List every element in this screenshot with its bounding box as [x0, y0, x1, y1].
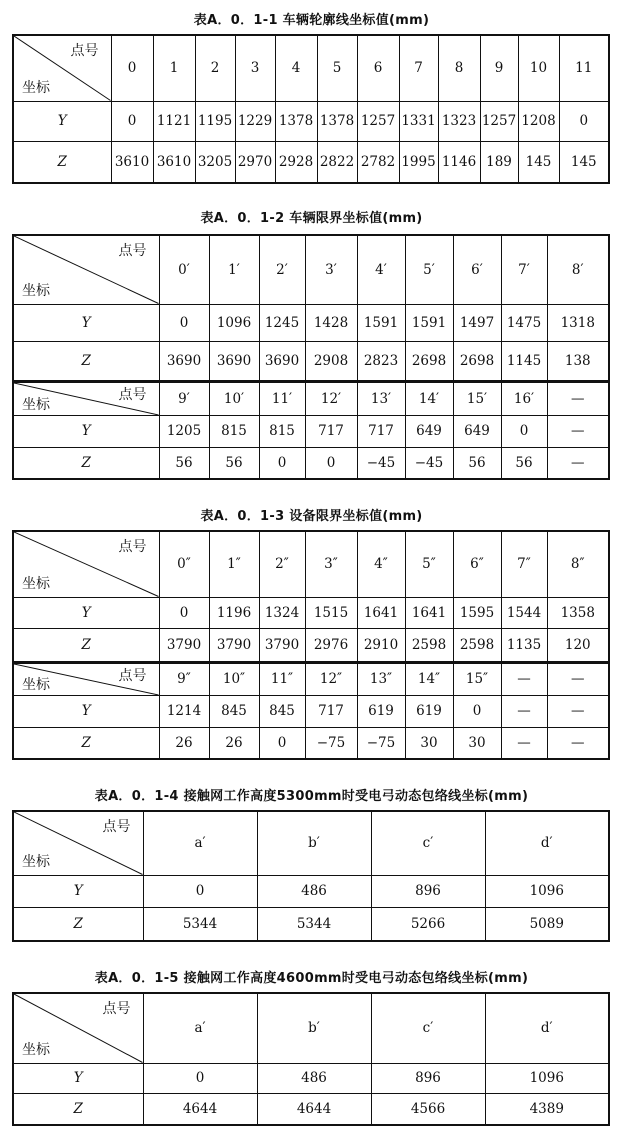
- table-cell: 1641: [357, 597, 405, 628]
- corner-point-label: 点号: [70, 43, 99, 59]
- point-header: 16′: [501, 381, 547, 415]
- table-cell: 619: [357, 695, 405, 727]
- table-cell: —: [547, 447, 609, 479]
- table-cell: 56: [209, 447, 259, 479]
- table-cell: 1515: [305, 597, 357, 628]
- z-axis-label: Z: [13, 141, 111, 183]
- table-cell: 189: [480, 141, 518, 183]
- point-header: 4″: [357, 531, 405, 597]
- table1-z-row: [13, 141, 609, 183]
- table-cell: 0: [159, 597, 209, 628]
- corner-point-label: 点号: [118, 243, 147, 259]
- table5-corner-cell: [13, 993, 143, 1063]
- table2-header-row: [13, 235, 609, 304]
- table5-z-row: [13, 1093, 609, 1125]
- table-cell: 0: [305, 447, 357, 479]
- point-header: b′: [257, 811, 371, 875]
- table-cell: 138: [547, 341, 609, 381]
- point-header: 3: [235, 35, 275, 101]
- y-axis-label: Y: [13, 304, 159, 341]
- table-cell: 1214: [159, 695, 209, 727]
- table2-y-row: [13, 304, 609, 341]
- table1-vehicle-profile: [12, 34, 610, 184]
- point-header: 6″: [453, 531, 501, 597]
- point-header: 14″: [405, 662, 453, 695]
- point-header: 8: [438, 35, 480, 101]
- table-cell: 815: [259, 415, 305, 447]
- table-cell: 1544: [501, 597, 547, 628]
- point-header: 13′: [357, 381, 405, 415]
- table-cell: 845: [209, 695, 259, 727]
- point-header: c′: [371, 811, 485, 875]
- table-cell: 1146: [438, 141, 480, 183]
- table-cell: 3690: [209, 341, 259, 381]
- point-header: 12″: [305, 662, 357, 695]
- table-cell: 649: [405, 415, 453, 447]
- table-cell: 649: [453, 415, 501, 447]
- table-cell: 2782: [357, 141, 399, 183]
- table3-equipment-gauge: [12, 530, 610, 760]
- table-cell: 1591: [405, 304, 453, 341]
- y-axis-label: Y: [13, 415, 159, 447]
- y-axis-label: Y: [13, 875, 143, 907]
- table5-pantograph-4600: [12, 992, 610, 1126]
- point-header: 13″: [357, 662, 405, 695]
- point-header: a′: [143, 993, 257, 1063]
- table-cell: 3690: [259, 341, 305, 381]
- table3-y-row-2: [13, 695, 609, 727]
- point-header: 5: [317, 35, 357, 101]
- table-cell: 619: [405, 695, 453, 727]
- table-cell: 1205: [159, 415, 209, 447]
- point-header: a′: [143, 811, 257, 875]
- table-cell: 26: [209, 727, 259, 759]
- corner-coord-label: 坐标: [22, 1041, 50, 1058]
- table2-corner-cell-2: [13, 381, 159, 415]
- table-cell: 3790: [159, 628, 209, 662]
- point-header: 2′: [259, 235, 305, 304]
- table4-z-row: [13, 907, 609, 941]
- point-header: 5′: [405, 235, 453, 304]
- table-cell: 0: [259, 447, 305, 479]
- table4-corner-cell: [13, 811, 143, 875]
- table-cell: —: [547, 415, 609, 447]
- table-cell: 120: [547, 628, 609, 662]
- table-cell: 0: [259, 727, 305, 759]
- point-header: 7′: [501, 235, 547, 304]
- table-cell: 1135: [501, 628, 547, 662]
- table4-header-row: [13, 811, 609, 875]
- corner-coord-label: 坐标: [22, 853, 50, 870]
- table-cell: 1121: [153, 101, 195, 141]
- table-cell: 2822: [317, 141, 357, 183]
- table-cell: 2698: [453, 341, 501, 381]
- table1-y-row: [13, 101, 609, 141]
- point-header: —: [547, 381, 609, 415]
- point-header: 4′: [357, 235, 405, 304]
- table-cell: −45: [357, 447, 405, 479]
- table-cell: 1497: [453, 304, 501, 341]
- table-cell: 0: [559, 101, 609, 141]
- point-header: 1′: [209, 235, 259, 304]
- table-cell: 815: [209, 415, 259, 447]
- table3-header-row: [13, 531, 609, 597]
- table-cell: 30: [405, 727, 453, 759]
- table-cell: 145: [518, 141, 559, 183]
- table2-corner-cell: [13, 235, 159, 304]
- point-header: 6′: [453, 235, 501, 304]
- point-header: 11″: [259, 662, 305, 695]
- point-header: 8′: [547, 235, 609, 304]
- point-header: 3′: [305, 235, 357, 304]
- point-header: 11′: [259, 381, 305, 415]
- point-header: 7: [399, 35, 438, 101]
- table-cell: 1096: [485, 1063, 609, 1093]
- point-header: 9″: [159, 662, 209, 695]
- table-cell: 1428: [305, 304, 357, 341]
- table-cell: 1378: [275, 101, 317, 141]
- z-axis-label: Z: [13, 1093, 143, 1125]
- table-cell: 896: [371, 1063, 485, 1093]
- table-cell: −75: [305, 727, 357, 759]
- point-header: 10′: [209, 381, 259, 415]
- point-header: 12′: [305, 381, 357, 415]
- z-axis-label: Z: [13, 907, 143, 941]
- point-header: 1″: [209, 531, 259, 597]
- table-cell: 1331: [399, 101, 438, 141]
- corner-point-label: 点号: [118, 539, 147, 555]
- table5-caption: 表A．0．1-5 接触网工作高度4600mm时受电弓动态包络线坐标(mm): [94, 971, 529, 986]
- table5-header-row: [13, 993, 609, 1063]
- table-cell: 2598: [405, 628, 453, 662]
- table1-corner-cell: [13, 35, 111, 101]
- table1-caption: 表A．0．1-1 车辆轮廓线坐标值(mm): [193, 13, 430, 28]
- table-cell: 1378: [317, 101, 357, 141]
- corner-coord-label: 坐标: [22, 79, 50, 96]
- table-cell: 2928: [275, 141, 317, 183]
- corner-coord-label: 坐标: [22, 282, 50, 299]
- table3-corner-cell: [13, 531, 159, 597]
- table-cell: 2598: [453, 628, 501, 662]
- table-cell: 717: [305, 415, 357, 447]
- corner-point-label: 点号: [102, 819, 131, 835]
- table-cell: 845: [259, 695, 305, 727]
- point-header: 5″: [405, 531, 453, 597]
- table-cell: —: [547, 695, 609, 727]
- table-cell: 1257: [480, 101, 518, 141]
- point-header: 2″: [259, 531, 305, 597]
- table-cell: 1257: [357, 101, 399, 141]
- point-header: 9′: [159, 381, 209, 415]
- table-cell: 1318: [547, 304, 609, 341]
- table-cell: 1229: [235, 101, 275, 141]
- z-axis-label: Z: [13, 628, 159, 662]
- table-cell: 2970: [235, 141, 275, 183]
- table-cell: 896: [371, 875, 485, 907]
- z-axis-label: Z: [13, 447, 159, 479]
- table-cell: 1475: [501, 304, 547, 341]
- table-cell: 1245: [259, 304, 305, 341]
- point-header: 9: [480, 35, 518, 101]
- table-cell: —: [501, 695, 547, 727]
- corner-point-label: 点号: [118, 667, 147, 684]
- point-header: 3″: [305, 531, 357, 597]
- point-header: —: [547, 662, 609, 695]
- point-header: c′: [371, 993, 485, 1063]
- point-header: 10: [518, 35, 559, 101]
- y-axis-label: Y: [13, 597, 159, 628]
- table-cell: 4389: [485, 1093, 609, 1125]
- table-cell: 2910: [357, 628, 405, 662]
- table-cell: 1145: [501, 341, 547, 381]
- y-axis-label: Y: [13, 101, 111, 141]
- table-cell: 3790: [259, 628, 305, 662]
- y-axis-label: Y: [13, 1063, 143, 1093]
- table-cell: 1591: [357, 304, 405, 341]
- table3-z-row: [13, 628, 609, 662]
- table-cell: 3610: [153, 141, 195, 183]
- table4-caption: 表A．0．1-4 接触网工作高度5300mm时受电弓动态包络线坐标(mm): [94, 789, 529, 804]
- point-header: 11: [559, 35, 609, 101]
- table-cell: 486: [257, 1063, 371, 1093]
- table-cell: 717: [357, 415, 405, 447]
- table-cell: 2823: [357, 341, 405, 381]
- y-axis-label: Y: [13, 695, 159, 727]
- table3-corner-cell-2: [13, 662, 159, 695]
- table-cell: 3790: [209, 628, 259, 662]
- table2-vehicle-gauge: [12, 234, 610, 480]
- table-cell: 2908: [305, 341, 357, 381]
- corner-point-label: 点号: [118, 386, 147, 403]
- point-header: b′: [257, 993, 371, 1063]
- table5-y-row: [13, 1063, 609, 1093]
- point-header: 0′: [159, 235, 209, 304]
- table-cell: 3690: [159, 341, 209, 381]
- table-cell: 1358: [547, 597, 609, 628]
- z-axis-label: Z: [13, 341, 159, 381]
- table-cell: 0: [453, 695, 501, 727]
- point-header: 15′: [453, 381, 501, 415]
- table2-y-row-2: [13, 415, 609, 447]
- table4-pantograph-5300: [12, 810, 610, 942]
- table-cell: 5344: [143, 907, 257, 941]
- corner-coord-label: 坐标: [22, 575, 50, 592]
- z-axis-label: Z: [13, 727, 159, 759]
- table-cell: 486: [257, 875, 371, 907]
- corner-coord-label: 坐标: [22, 396, 50, 413]
- table-cell: 1208: [518, 101, 559, 141]
- corner-point-label: 点号: [102, 1001, 131, 1017]
- table-cell: 56: [501, 447, 547, 479]
- table-cell: 0: [501, 415, 547, 447]
- table-cell: —: [547, 727, 609, 759]
- point-header: 8″: [547, 531, 609, 597]
- table3-caption: 表A．0．1-3 设备限界坐标值(mm): [200, 509, 423, 524]
- table-cell: 1096: [485, 875, 609, 907]
- table-cell: −45: [405, 447, 453, 479]
- table-cell: 1641: [405, 597, 453, 628]
- point-header: —: [501, 662, 547, 695]
- table-cell: 2976: [305, 628, 357, 662]
- table-cell: 145: [559, 141, 609, 183]
- table-cell: 5344: [257, 907, 371, 941]
- table-cell: 1196: [209, 597, 259, 628]
- table-cell: —: [501, 727, 547, 759]
- point-header: 6: [357, 35, 399, 101]
- table3-header-row-2: [13, 662, 609, 695]
- table-cell: 3610: [111, 141, 153, 183]
- table-cell: 0: [143, 875, 257, 907]
- table4-y-row: [13, 875, 609, 907]
- table2-header-row-2: [13, 381, 609, 415]
- table-cell: 4644: [257, 1093, 371, 1125]
- point-header: 2: [195, 35, 235, 101]
- point-header: 0″: [159, 531, 209, 597]
- table-cell: 717: [305, 695, 357, 727]
- table-cell: 5266: [371, 907, 485, 941]
- point-header: 7″: [501, 531, 547, 597]
- table-cell: 1195: [195, 101, 235, 141]
- table-cell: 26: [159, 727, 209, 759]
- table-cell: 56: [453, 447, 501, 479]
- point-header: 4: [275, 35, 317, 101]
- corner-coord-label: 坐标: [22, 676, 50, 693]
- table3-y-row: [13, 597, 609, 628]
- table-cell: 0: [111, 101, 153, 141]
- table-cell: 2698: [405, 341, 453, 381]
- table-cell: 5089: [485, 907, 609, 941]
- table2-z-row-2: [13, 447, 609, 479]
- table-cell: 1323: [438, 101, 480, 141]
- point-header: 10″: [209, 662, 259, 695]
- point-header: d′: [485, 993, 609, 1063]
- table-cell: 1324: [259, 597, 305, 628]
- table1-header-row: [13, 35, 609, 101]
- table-cell: 56: [159, 447, 209, 479]
- table-cell: 3205: [195, 141, 235, 183]
- point-header: d′: [485, 811, 609, 875]
- table-cell: 30: [453, 727, 501, 759]
- point-header: 14′: [405, 381, 453, 415]
- table-cell: 0: [159, 304, 209, 341]
- table-cell: 4566: [371, 1093, 485, 1125]
- table-cell: 1995: [399, 141, 438, 183]
- point-header: 15″: [453, 662, 501, 695]
- table3-z-row-2: [13, 727, 609, 759]
- table2-z-row: [13, 341, 609, 381]
- table-cell: 4644: [143, 1093, 257, 1125]
- table2-caption: 表A．0．1-2 车辆限界坐标值(mm): [200, 211, 423, 226]
- table-cell: 1595: [453, 597, 501, 628]
- table-cell: 1096: [209, 304, 259, 341]
- table-cell: −75: [357, 727, 405, 759]
- point-header: 1: [153, 35, 195, 101]
- point-header: 0: [111, 35, 153, 101]
- table-cell: 0: [143, 1063, 257, 1093]
